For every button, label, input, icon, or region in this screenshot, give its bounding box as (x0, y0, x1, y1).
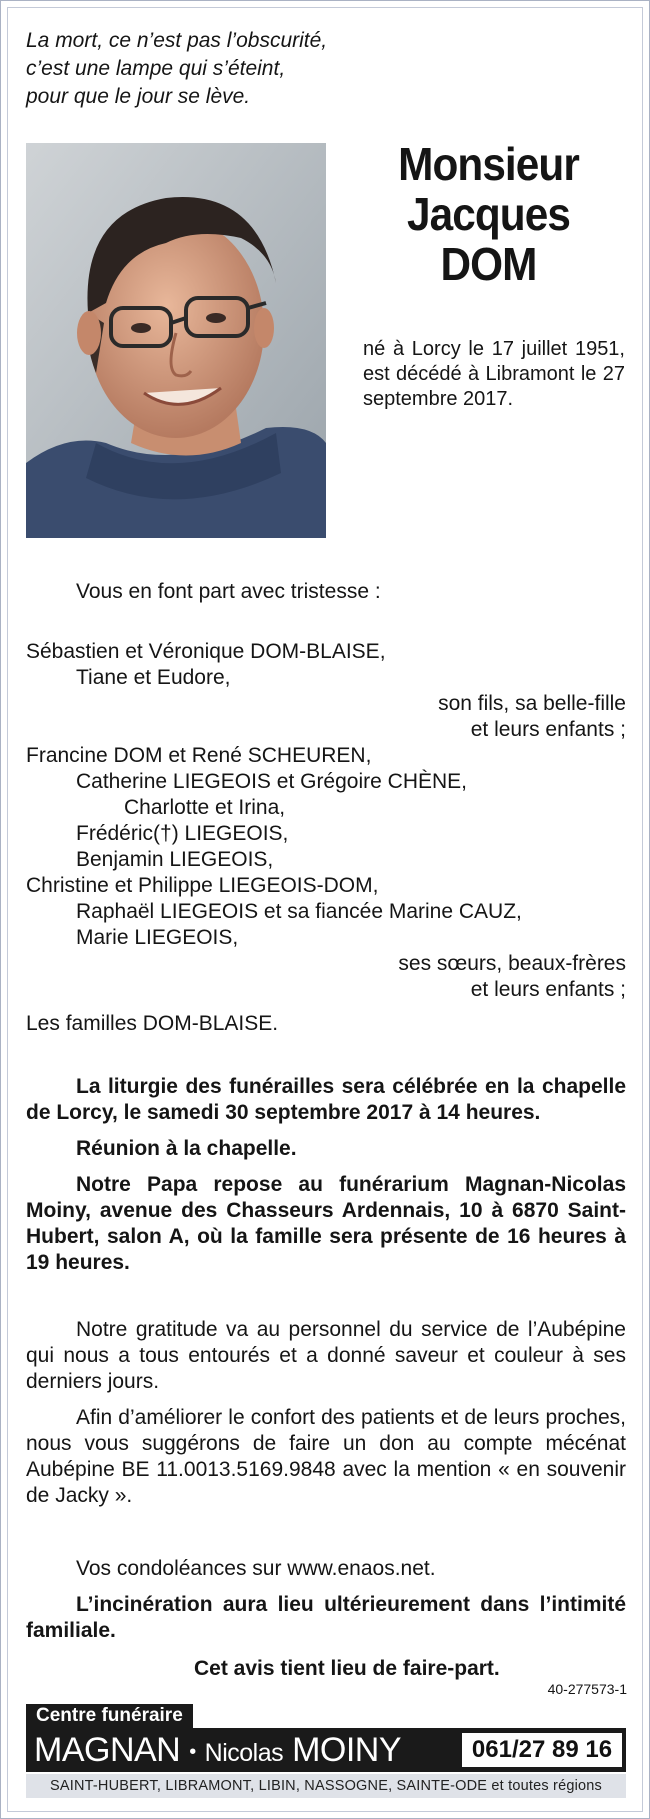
family-member: Raphaël LIEGEOIS et sa fiancée Marine CAUZ, (76, 900, 522, 923)
family-member: Benjamin LIEGEOIS, (76, 848, 274, 871)
family-relation: son fils, sa belle-fille (438, 692, 626, 715)
brand-last: MOINY (292, 1731, 402, 1769)
notice-text: Cet avis tient lieu de faire-part. (194, 1657, 500, 1680)
family-member: Sébastien et Véronique DOM-BLAISE, (26, 640, 386, 663)
name-title: Monsieur (398, 138, 579, 190)
brand-dot-icon: • (189, 1741, 196, 1763)
family-member: Tiane et Eudore, (76, 666, 231, 689)
announcement-body (26, 579, 626, 605)
intro-text: Vous en font part avec tristesse : (76, 580, 381, 603)
gratitude-text: Notre gratitude va au personnel du service de l’Aubépine qui nous a tous entourés et a donné saveur et couleur à ses derniers jours. (26, 1318, 626, 1393)
funeral-home-name (34, 1731, 401, 1772)
brand-first: Nicolas (204, 1739, 284, 1767)
liturgy-text: La liturgie des funérailles sera célébrée en la chapelle de Lorcy, le samedi 30 septembre 2017 à 14 heures. (26, 1075, 626, 1124)
family-member: Marie LIEGEOIS, (76, 926, 239, 949)
funeral-home-banner (26, 1704, 626, 1804)
meeting-text: Réunion à la chapelle. (76, 1137, 297, 1160)
family-relation: et leurs enfants ; (470, 718, 626, 741)
family-member: Francine DOM et René SCHEUREN, (26, 744, 372, 767)
brand-main: MAGNAN (34, 1731, 181, 1769)
family-relation: ses sœurs, beaux-frères (398, 952, 626, 975)
portrait-photo (26, 143, 326, 538)
family-member: Catherine LIEGEOIS et Grégoire CHÈNE, (76, 770, 467, 793)
portrait-photo-drawing (26, 143, 326, 538)
quote-line: La mort, ce n’est pas l’obscurité, (26, 29, 328, 52)
family-relation: et leurs enfants ; (470, 978, 626, 1001)
family-member: Charlotte et Irina, (124, 796, 286, 819)
funeral-home-bar (26, 1728, 626, 1772)
phone-number: 061/27 89 16 (462, 1733, 622, 1767)
family-member: Frédéric(†) LIEGEOIS, (76, 822, 289, 845)
birth-death-text: né à Lorcy le 17 juillet 1951, est décédé à Libramont le 27 septembre 2017. (363, 338, 625, 410)
family-member: Christine et Philippe LIEGEOIS-DOM, (26, 874, 379, 897)
cremation-text: L’incinération aura lieu ultérieurement dans l’intimité familiale. (26, 1593, 626, 1642)
quote-line: c’est une lampe qui s’éteint, (26, 57, 286, 80)
closing-section (26, 1556, 626, 1682)
funerarium-text: Notre Papa repose au funérarium Magnan-Nicolas Moiny, avenue des Chasseurs Ardennais, 10 à 6870 Saint-Hubert, salon A, où la famille sera présente de 16 heures à 19 heures. (26, 1173, 626, 1274)
deceased-name (367, 139, 611, 289)
name-last: DOM (440, 238, 537, 290)
gratitude-section (26, 1317, 626, 1509)
name-first: Jacques (407, 188, 570, 240)
funeral-home-tag: Centre funéraire (26, 1704, 193, 1728)
ceremony-details (26, 1074, 626, 1276)
reference-number: 40-277573-1 (547, 1681, 627, 1697)
condolences-text: Vos condoléances sur www.enaos.net. (76, 1557, 436, 1580)
service-areas: SAINT-HUBERT, LIBRAMONT, LIBIN, NASSOGNE, SAINTE-ODE et toutes régions (26, 1774, 626, 1798)
families-line: Les familles DOM-BLAISE. (26, 1012, 279, 1035)
quote-line: pour que le jour se lève. (26, 85, 251, 108)
epigraph-quote (26, 27, 327, 111)
donation-text: Afin d’améliorer le confort des patients et de leurs proches, nous vous suggérons de faire un don au compte mécénat Aubépine BE 11.0013.5169.9848 avec la mention « en souvenir de Jacky ». (26, 1406, 626, 1507)
family-list (26, 639, 626, 1037)
